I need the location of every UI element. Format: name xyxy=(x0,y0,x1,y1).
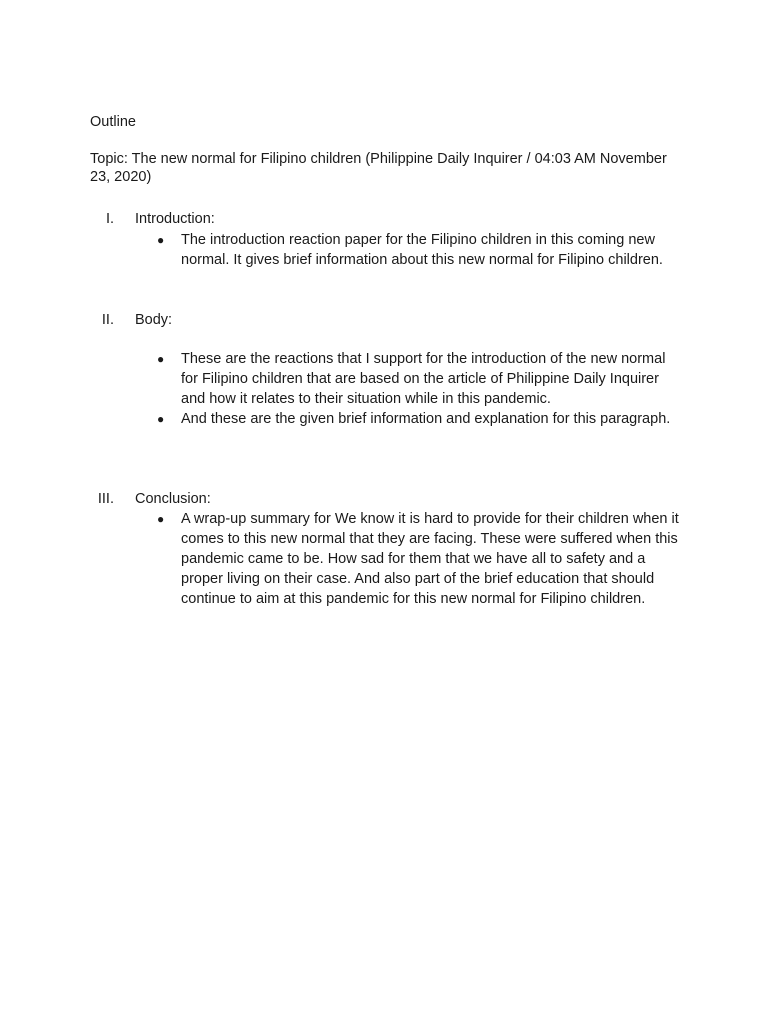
bullet-text: And these are the given brief information and explanation for this paragraph. xyxy=(181,411,671,427)
bullet-list xyxy=(135,230,680,270)
list-item xyxy=(135,409,680,429)
bullet-text: A wrap-up summary for We know it is hard to provide for their children when it comes to this new normal that they are facing. These were suffered when this pandemic came to be. How sad for them that we have all to safety and a proper living on their case. And also part of the brief education that should continue to aim at this pandemic for this new normal for Filipino children. xyxy=(181,511,679,607)
section-numeral: III. xyxy=(97,491,114,507)
section-heading: Conclusion: xyxy=(135,491,211,507)
bullet-icon: ● xyxy=(157,512,165,526)
topic-line: Topic: The new normal for Filipino children (Philippine Daily Inquirer / 04:03 AM November 23, 2020) xyxy=(90,151,667,185)
section-heading: Body: xyxy=(135,312,173,328)
list-item xyxy=(135,349,680,409)
list-item xyxy=(135,509,680,609)
bullet-list xyxy=(135,509,680,609)
bullet-text: These are the reactions that I support for the introduction of the new normal for Filipino children that are based on the article of Philippine Daily Inquirer and how it relates to their situation while in this pandemic. xyxy=(181,351,666,407)
section-numeral: I. xyxy=(105,211,114,227)
bullet-list xyxy=(135,349,680,429)
bullet-icon: ● xyxy=(157,412,165,426)
document-title: Outline xyxy=(90,114,136,130)
bullet-text: The introduction reaction paper for the Filipino children in this coming new normal. It gives brief information about this new normal for Filipino children. xyxy=(181,232,663,268)
list-item xyxy=(135,230,680,270)
section-heading: Introduction: xyxy=(135,211,215,227)
bullet-icon: ● xyxy=(157,352,165,366)
bullet-icon: ● xyxy=(157,233,165,247)
section-numeral: II. xyxy=(101,312,114,328)
